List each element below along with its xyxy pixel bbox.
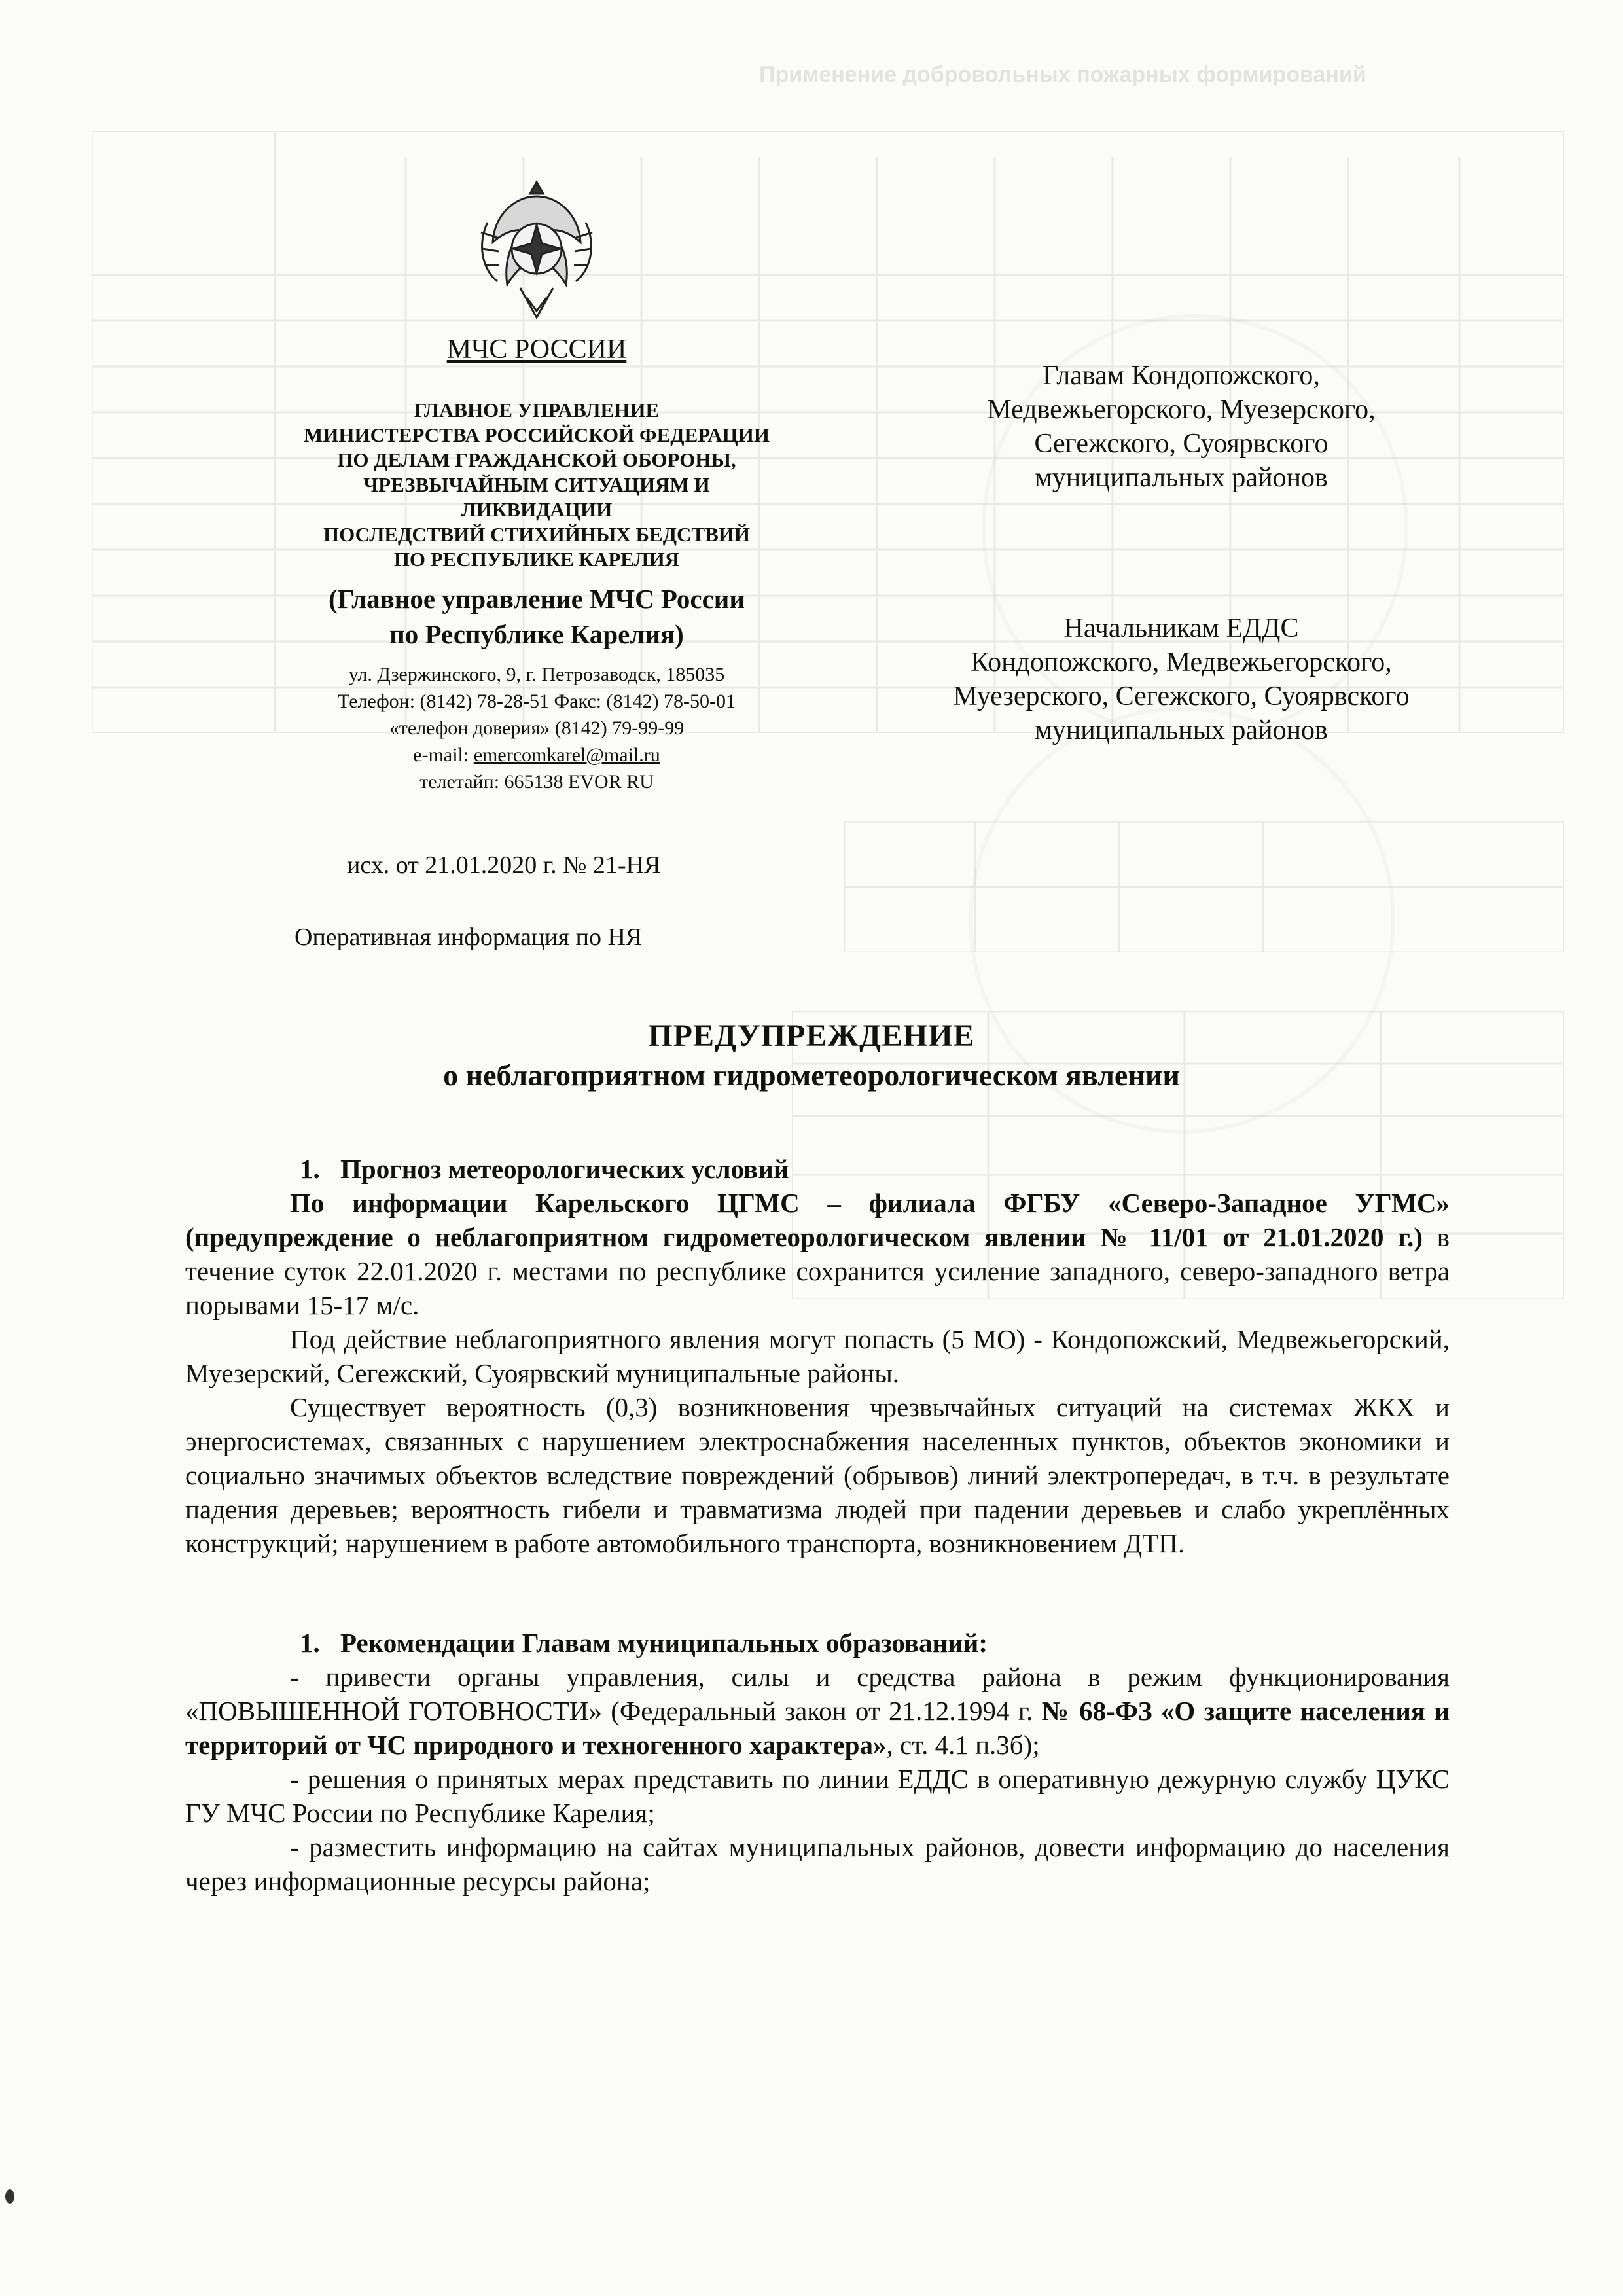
outgoing-reference: исх. от 21.01.2020 г. № 21-НЯ [347,852,661,879]
agency-name: МЧС РОССИИ [446,334,627,365]
organization-short-name [242,581,831,652]
paragraph [185,1186,1450,1322]
list-item: - решения о принятых мерах представить по линии ЕДДС в оперативную дежурную службу ЦУКС ГУ МЧС России по Республике Карелия; [185,1764,1450,1828]
section-number: 1. [300,1154,320,1184]
org-line: ЛИКВИДАЦИИ [461,498,613,521]
addressee-line: муниципальных районов [1035,715,1328,745]
email-link[interactable]: emercomkarel@mail.ru [473,744,660,766]
org-line: ПО РЕСПУБЛИКЕ КАРЕЛИЯ [393,548,680,571]
document-title [196,1018,1427,1092]
addressees-heads [838,359,1525,495]
subject-line: Оперативная информация по НЯ [294,924,643,951]
postal-address: ул. Дзержинского, 9, г. Петрозаводск, 185035 [348,664,725,685]
org-line: ГЛАВНОЕ УПРАВЛЕНИЕ [414,399,660,422]
addressee-line: Сегежского, Суоярвского [1034,429,1329,459]
spacer [185,1560,1450,1626]
contact-info [242,661,831,795]
addressee-line: Муезерского, Сегежского, Суоярвского [953,681,1410,711]
scan-mark [5,2189,14,2204]
short-name-line: по Республике Карелия) [389,619,684,649]
org-line: ЧРЕЗВЫЧАЙНЫМ СИТУАЦИЯМ И [363,473,710,496]
addressee-line: Кондопожского, Медвежьегорского, [971,647,1392,677]
document-body [185,1152,1450,1898]
organization-full-name [242,398,831,572]
law-reference: № 68-ФЗ «О защите населения и территорий от ЧС природного и техногенного характера» [185,1696,1450,1760]
org-line: МИНИСТЕРСТВА РОССИЙСКОЙ ФЕДЕРАЦИИ [304,423,770,446]
addressee-line: Главам Кондопожского, [1043,361,1320,391]
section-heading [185,1626,1450,1660]
addressees-edds [838,611,1525,747]
hotline-phone: «телефон доверия» (8142) 79-99-99 [389,717,685,739]
paragraph-rest: в течение суток 22.01.2020 г. местами по республике сохранится усиление западного, северо-западного ветра порывами 15-17 м/с. [185,1222,1450,1320]
sender-block [242,334,831,795]
list-item-text: , ст. 4.1 п.3б); [886,1730,1040,1760]
org-line: ПОСЛЕДСТВИЙ СТИХИЙНЫХ БЕДСТВИЙ [323,523,750,546]
bleed-through-title: Применение добровольных пожарных формирований [759,62,1366,87]
section-title: Прогноз метеорологических условий [340,1154,789,1184]
addressee-line: Начальникам ЕДДС [1063,613,1299,643]
teletype: телетайп: 665138 EVOR RU [419,771,654,793]
email-label: e-mail: [413,744,474,766]
paragraph: Под действие неблагоприятного явления могут попасть (5 МО) - Кондопожский, Медвежьегорский, Муезерский, Сегежский, Суоярвский муниципальные районы. [185,1324,1450,1388]
title-line-1: ПРЕДУПРЕЖДЕНИЕ [648,1018,975,1053]
section-heading [185,1152,1450,1186]
section-number: 1. [300,1628,320,1658]
addressee-line: Медвежьегорского, Муезерского, [987,395,1376,425]
email-line [242,742,831,768]
phone-fax: Телефон: (8142) 78-28-51 Факс: (8142) 78-50-01 [338,691,736,712]
list-item-text: - привести органы управления, силы и средства района в режим функционирования «ПОВЫШЕННОЙ ГОТОВНОСТИ» (Федеральный закон от 21.12.1994 г. [185,1662,1450,1726]
mchs-emblem-icon [474,170,599,327]
org-line: ПО ДЕЛАМ ГРАЖДАНСКОЙ ОБОРОНЫ, [337,448,736,471]
bleed-through-table-2 [844,821,1564,952]
section-title: Рекомендации Главам муниципальных образований: [340,1628,988,1658]
addressee-line: муниципальных районов [1035,463,1328,493]
list-item: - разместить информацию на сайтах муниципальных районов, довести информацию до населения через информационные ресурсы района; [185,1832,1450,1896]
paragraph: Существует вероятность (0,3) возникновения чрезвычайных ситуаций на системах ЖКХ и энергосистемах, связанных с нарушением электроснабжения населенных пунктов, объектов экономики и социально значимых объектов вследствие повреждений (обрывов) линий электропередач, в т.ч. в результате падения деревьев; вероятность гибели и травматизма людей при падении деревьев и слабо укреплённых конструкций; нарушением в работе автомобильного транспорта, возникновением ДТП. [185,1392,1450,1558]
title-line-2: о неблагоприятном гидрометеорологическом явлении [443,1058,1180,1092]
list-item [185,1660,1450,1762]
short-name-line: (Главное управление МЧС России [328,584,745,614]
paragraph-bold-part: По информации Карельского ЦГМС – филиала ФГБУ «Северо-Западное УГМС» (предупреждение о неблагоприятном гидрометеорологическом явлении № 11/01 от 21.01.2020 г.) [185,1188,1450,1252]
